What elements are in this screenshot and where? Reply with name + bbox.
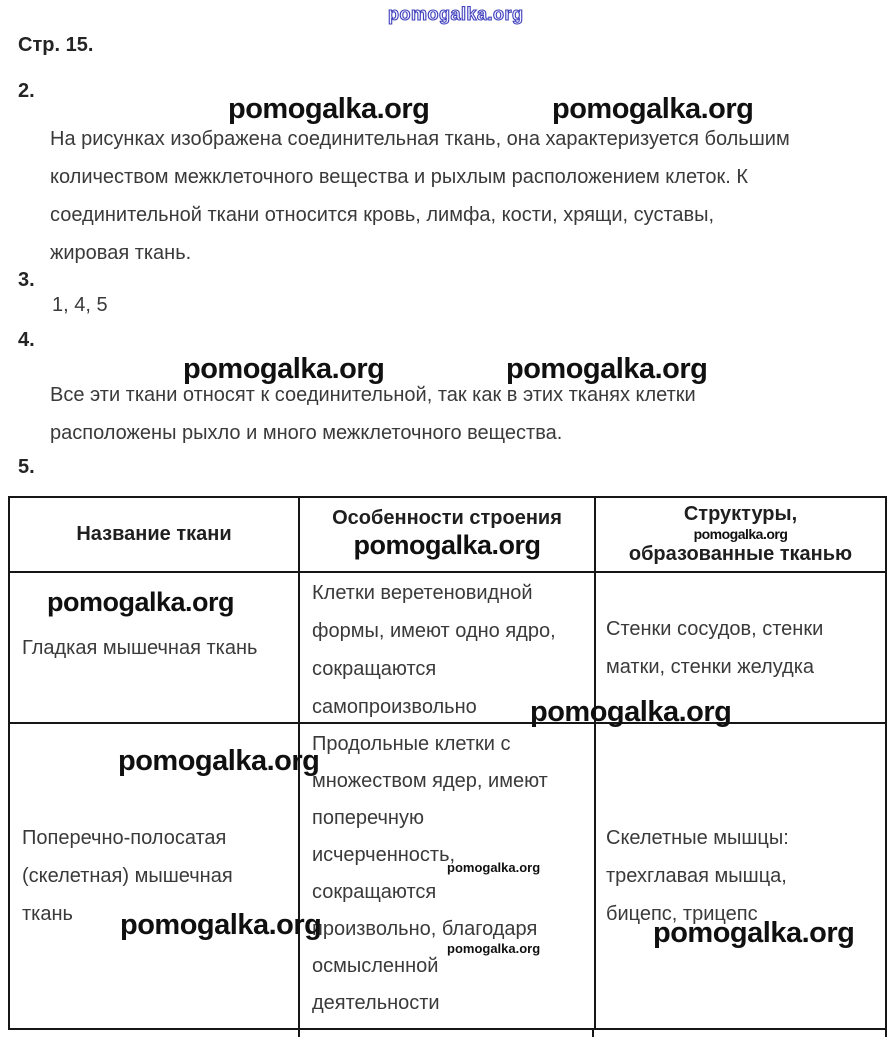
table-cell-line: деятельности — [312, 992, 440, 1014]
column-label: Особенности строения — [332, 507, 562, 530]
question-4-number: 4. — [18, 329, 35, 351]
question-2-number: 2. — [18, 80, 35, 102]
table-column-line-stub — [298, 1028, 300, 1037]
table-cell-line: формы, имеют одно ядро, — [312, 620, 556, 642]
paragraph-line: количеством межклеточного вещества и рыхлым расположением клеток. К — [50, 166, 748, 188]
watermark: pomogalka.org — [120, 909, 322, 941]
table-header-tissue-name — [10, 498, 300, 573]
paragraph-line: Все эти ткани относят к соединительной, так как в этих тканях клетки — [50, 384, 696, 406]
table-cell-line: Продольные клетки с — [312, 733, 511, 755]
question-5-number: 5. — [18, 456, 35, 478]
table-cell-line: бицепс, трицепс — [606, 903, 758, 925]
watermark: pomogalka.org — [552, 93, 754, 125]
watermark: pomogalka.org — [353, 530, 541, 561]
table-cell-line: Поперечно-полосатая — [22, 827, 227, 849]
answer-2-paragraph — [50, 120, 790, 272]
column-label-line: Структуры, — [683, 503, 798, 526]
table-cell-line: ткань — [22, 903, 73, 925]
watermark: pomogalka.org — [693, 526, 788, 543]
table-cell-line: осмысленной — [312, 955, 439, 977]
column-label-line: образованные тканью — [628, 542, 853, 565]
paragraph-line: На рисунках изображена соединительная ткань, она характеризуется большим — [50, 128, 790, 150]
page-heading: Стр. 15. — [18, 34, 94, 56]
column-label: Название ткани — [76, 523, 232, 545]
watermark-outline: pomogalka.org — [388, 4, 524, 24]
watermark: pomogalka.org — [447, 860, 541, 875]
watermark: pomogalka.org — [183, 353, 385, 385]
answer-text: 1, 4, 5 — [52, 294, 108, 316]
watermark: pomogalka.org — [447, 941, 541, 956]
table-cell-line: (скелетная) мышечная — [22, 865, 233, 887]
table-cell-line: самопроизвольно — [312, 696, 477, 718]
table-cell-line: Клетки веретеновидной — [312, 582, 533, 604]
table-cell-line: трехглавая мышца, — [606, 865, 787, 887]
table-column-line-stub — [885, 1028, 887, 1037]
table-cell-line: произвольно, благодаря — [312, 918, 538, 940]
table-cell-line: Гладкая мышечная ткань — [22, 636, 258, 659]
watermark: pomogalka.org — [506, 353, 708, 385]
paragraph-line: расположены рыхло и много межклеточного вещества. — [50, 422, 563, 444]
table-header-formed-structures — [596, 498, 885, 573]
table-column-line-stub — [592, 1028, 594, 1037]
table-cell-line: матки, стенки желудка — [606, 655, 815, 678]
answer-4-paragraph — [50, 376, 696, 452]
table-cell-line: сокращаются — [312, 881, 437, 903]
table-header-structure-features — [300, 498, 596, 573]
watermark: pomogalka.org — [653, 917, 855, 949]
watermark: pomogalka.org — [530, 696, 732, 728]
table-cell-row2-features — [300, 724, 596, 1028]
paragraph-line: соединительной ткани относится кровь, лимфа, кости, хрящи, суставы, — [50, 204, 715, 226]
table-cell-line: Скелетные мышцы: — [606, 827, 789, 849]
watermark: pomogalka.org — [47, 587, 235, 617]
watermark: pomogalka.org — [118, 745, 320, 777]
table-cell-line: поперечную — [312, 807, 424, 829]
table-cell-row2-structures — [596, 724, 885, 1028]
watermark: pomogalka.org — [228, 93, 430, 125]
question-3-number: 3. — [18, 269, 35, 291]
paragraph-line: жировая ткань. — [50, 242, 192, 264]
answer-3 — [52, 286, 108, 324]
table-cell-line: сокращаются — [312, 658, 437, 680]
table-cell-line: исчерченность, — [312, 844, 456, 866]
table-cell-line: множеством ядер, имеют — [312, 770, 548, 792]
table-cell-line: Стенки сосудов, стенки — [606, 617, 824, 640]
